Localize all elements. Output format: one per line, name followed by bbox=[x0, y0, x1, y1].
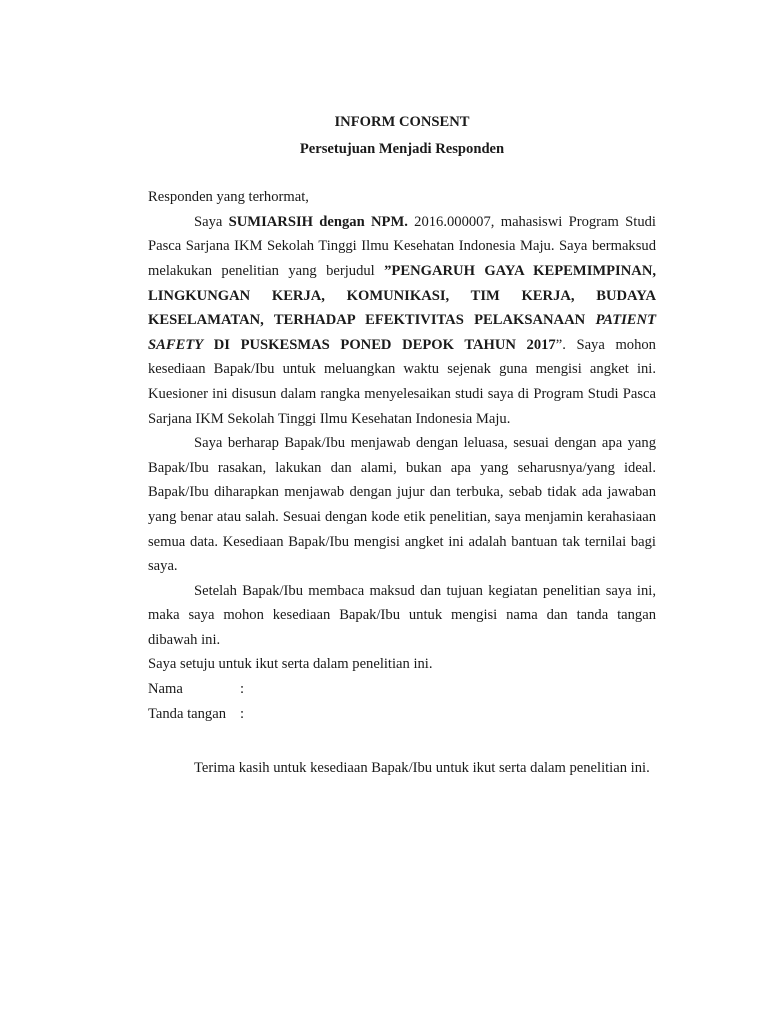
signature-colon: : bbox=[240, 705, 245, 722]
intro-text-1: Saya bbox=[194, 213, 229, 230]
intro-text-3: ”. Saya mohon kesediaan Bapak/Ibu untuk meluangkan waktu sejenak guna mengisi angket ini. Kuesioner ini disusun dalam rangka menyelesaikan studi saya di Program Studi Pasca Sarjana IKM Sekolah Tinggi Ilmu Kesehatan Indonesia Maju. bbox=[148, 336, 656, 427]
signature-field-row bbox=[148, 702, 656, 727]
research-title-part-1: ”PENGARUH GAYA KEPEMIMPINAN, LINGKUNGAN KERJA, KOMUNIKASI, TIM KERJA, BUDAYA KESELAMATAN, TERHADAP EFEKTIVITAS PELAKSANAAN bbox=[148, 262, 657, 329]
consent-document bbox=[148, 110, 656, 781]
spacer bbox=[148, 726, 656, 756]
research-title-part-2: DI PUSKESMAS PONED DEPOK TAHUN 2017 bbox=[203, 336, 556, 353]
paragraph-intro bbox=[148, 210, 656, 431]
intro-text-2: 2016.000007, mahasiswi Program Studi Pasca Sarjana IKM Sekolah Tinggi Ilmu Kesehatan Indonesia Maju. Saya bermaksud melakukan penelitian yang berjudul bbox=[148, 213, 656, 279]
name-label: Nama bbox=[148, 681, 183, 698]
closing-statement: Terima kasih untuk kesediaan Bapak/Ibu untuk ikut serta dalam penelitian ini. bbox=[194, 760, 650, 777]
agreement-statement: Saya setuju untuk ikut serta dalam penelitian ini. bbox=[148, 656, 433, 673]
researcher-name: SUMIARSIH dengan NPM. bbox=[228, 213, 408, 230]
greeting: Responden yang terhormat, bbox=[148, 189, 309, 206]
signature-label: Tanda tangan bbox=[148, 705, 226, 722]
name-colon: : bbox=[240, 681, 245, 698]
document-subtitle: Persetujuan Menjadi Responden bbox=[299, 140, 505, 157]
research-title-italic: PATIENT SAFETY bbox=[148, 312, 656, 353]
paragraph-request: Setelah Bapak/Ibu membaca maksud dan tujuan kegiatan penelitian saya ini, maka saya mohon kesediaan Bapak/Ibu untuk mengisi nama dan tanda tangan dibawah ini. bbox=[148, 582, 656, 648]
document-title: INFORM CONSENT bbox=[334, 114, 470, 130]
spacer bbox=[148, 161, 656, 185]
name-field-row bbox=[148, 677, 656, 702]
paragraph-expectation: Saya berharap Bapak/Ibu menjawab dengan leluasa, sesuai dengan apa yang Bapak/Ibu rasakan, lakukan dan alami, bukan apa yang seharusnya/yang ideal. Bapak/Ibu diharapkan menjawab dengan jujur dan terbuka, sebab tidak ada jawaban yang benar atau salah. Sesuai dengan kode etik penelitian, saya menjamin kerahasiaan semua data. Kesediaan Bapak/Ibu mengisi angket ini adalah bantuan tak ternilai bagi saya. bbox=[148, 435, 656, 575]
